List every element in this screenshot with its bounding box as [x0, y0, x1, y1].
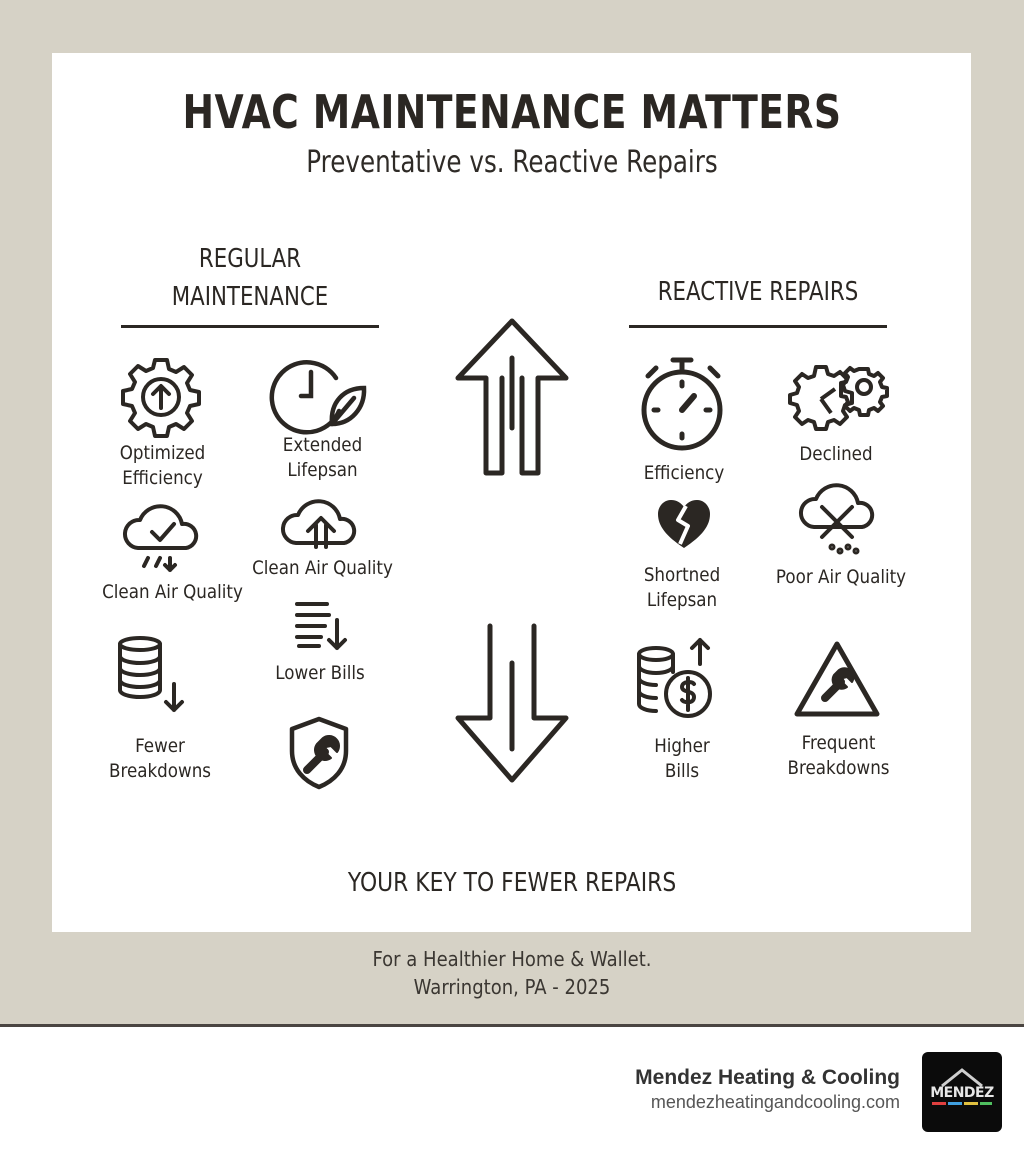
page-subtitle: Preventative vs. Reactive Repairs [306, 145, 718, 180]
stopwatch-icon [640, 356, 726, 452]
reactive-repairs-heading: REACTIVE REPAIRS [657, 277, 859, 307]
up-arrow-icon [455, 318, 569, 476]
brand-block [635, 1066, 900, 1113]
page-title: HVAC MAINTENANCE MATTERS [182, 85, 842, 139]
coins-down-arrow-icon [118, 636, 188, 714]
declined-label: Declined [799, 443, 873, 465]
cloud-up-arrow-icon [280, 497, 364, 551]
shortened-lifespan-label: Shortned Lifepsan [643, 564, 721, 611]
down-arrow-icon [455, 623, 569, 783]
right-heading-rule [629, 325, 887, 328]
brand-name: Mendez Heating & Cooling [635, 1066, 900, 1089]
left-heading-rule [121, 325, 379, 328]
stack-down-arrow-icon [295, 600, 351, 652]
regular-maintenance-heading [143, 240, 356, 316]
clean-air-quality-label: Clean Air Quality [102, 581, 243, 603]
heading-line: REGULAR [198, 244, 302, 274]
cloud-check-icon [120, 508, 208, 574]
tagline: YOUR KEY TO FEWER REPAIRS [347, 868, 677, 898]
footer-line-2: Warrington, PA - 2025 [413, 975, 611, 999]
shield-wrench-icon [287, 716, 351, 790]
coins-dollar-up-icon [636, 636, 716, 720]
heading-line: MAINTENANCE [171, 282, 329, 312]
logo-wordmark: MENDEZ [930, 1085, 994, 1101]
gear-up-arrow-icon [120, 356, 202, 438]
efficiency-label: Efficiency [643, 462, 725, 484]
broken-heart-icon [656, 498, 712, 550]
footer-line-1: For a Healthier Home & Wallet. [372, 947, 652, 971]
fewer-breakdowns-label: Fewer Breakdowns [108, 735, 212, 782]
extended-lifespan-label: Extended Lifepsan [282, 434, 363, 481]
lower-bills-label: Lower Bills [275, 662, 365, 684]
broken-gears-icon [788, 361, 886, 431]
brand-url[interactable]: mendezheatingandcooling.com [650, 1092, 900, 1112]
brand-logo [922, 1052, 1002, 1132]
optimized-efficiency-label: Optimized Efficiency [119, 442, 206, 489]
poor-air-quality-label: Poor Air Quality [775, 566, 907, 588]
clock-leaf-icon [276, 356, 368, 432]
cloud-cross-icon [796, 485, 884, 557]
warning-wrench-icon [793, 640, 881, 718]
higher-bills-label: Higher Bills [654, 735, 710, 782]
frequent-breakdowns-label: Frequent Breakdowns [787, 732, 890, 779]
clean-air-quality-label-2: Clean Air Quality [252, 557, 393, 579]
